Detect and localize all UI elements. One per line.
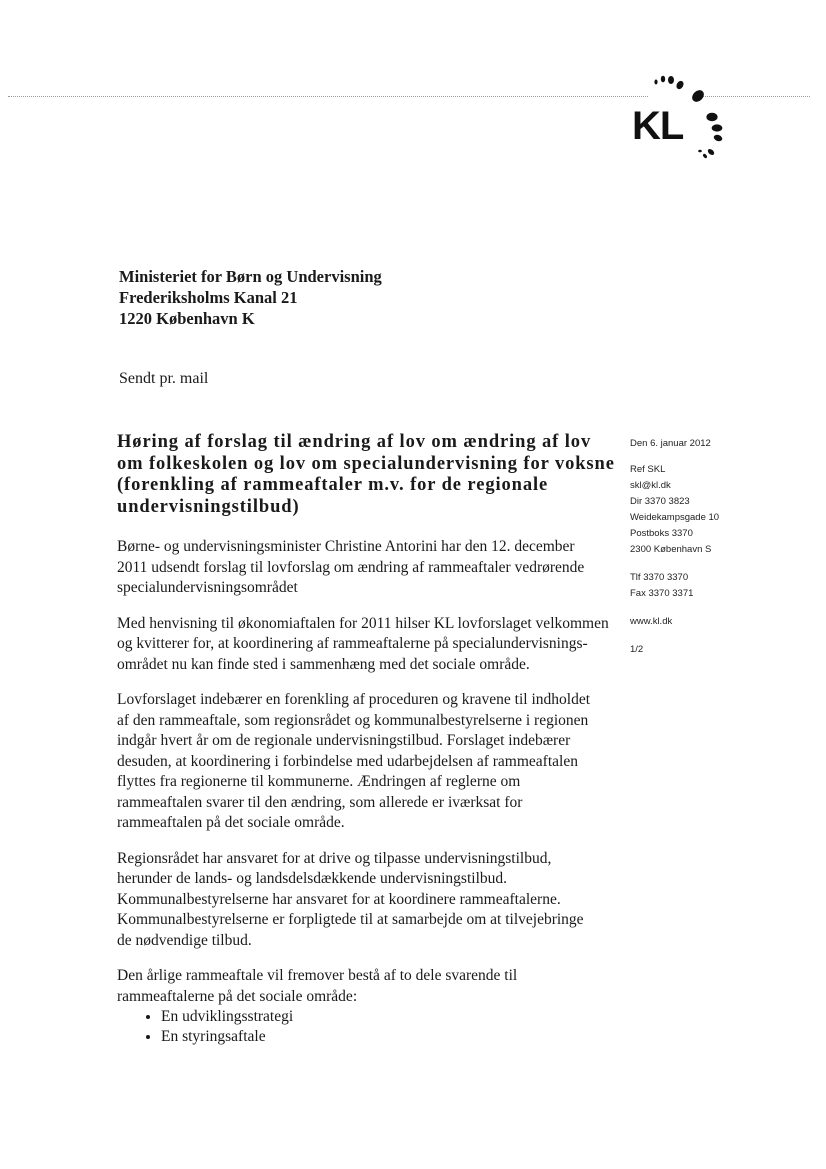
sidebar-date: Den 6. januar 2012 [630,438,711,449]
paragraph: Regionsrådet har ansvaret for at drive og tilpasse undervisningstilbud, herunder de lands- og landsdelsdækkende undervisningstilbud. Kommunalbestyrelserne har ansvaret for at koordinere rammeaftalerne. Kommunalbestyrelserne er forpligtede til at samarbejde om at tilvejebringe de nødvendige tilbud. [117,849,584,949]
paragraph: Den årlige rammeaftale vil fremover bestå af to dele svarende til rammeaftalerne på det sociale område: [117,967,518,1005]
kl-logo-text: KL [632,104,684,148]
sidebar-ref: Ref SKL [630,464,666,475]
sidebar-phone: Tlf 3370 3370 [630,572,689,583]
letter-heading: Høring af forslag til ændring af lov om ændring af lov om folkeskolen og lov om specialundervisning for voksne (forenkling af rammeaftaler m.v. for de regionale undervisningstilbud) [117,432,615,517]
header-dotted-rule [8,96,648,97]
bullet-list [117,1007,617,1047]
letter-body [117,537,617,1047]
paragraph: Børne- og undervisningsminister Christine Antorini har den 12. december 2011 udsendt forslag til lovforslag om ændring af rammeaftaler vedrørende specialundervisningsområdet [117,538,585,596]
list-item: • En udviklingsstrategi [161,1007,617,1027]
paragraph: Med henvisning til økonomiaftalen for 2011 hilser KL lovforslaget velkommen og kvitterer for, at koordinering af rammeaftalerne på specialundervisnings- området nu kan finde sted i sammenhæng med det sociale område. [117,614,609,673]
recipient-address [119,266,382,329]
address-line-1: Ministeriet for Børn og Undervisning [119,267,382,286]
address-line-3: 1220 København K [119,309,255,328]
sidebar-direct-phone: Dir 3370 3823 [630,496,690,507]
sidebar-email[interactable]: skl@kl.dk [630,480,671,491]
sidebar-fax: Fax 3370 3371 [630,588,694,599]
sidebar-city: 2300 København S [630,544,712,555]
list-item: • En styringsaftale [161,1027,617,1047]
sidebar-page-number: 1/2 [630,644,644,655]
sidebar-web[interactable]: www.kl.dk [630,616,673,627]
address-line-2: Frederiksholms Kanal 21 [119,288,298,307]
sent-note: Sendt pr. mail [119,370,209,387]
kl-logo [632,72,732,164]
paragraph: Lovforslaget indebærer en forenkling af proceduren og kravene til indholdet af den rammeaftale, som regionsrådet og kommunalbestyrelserne i regionen indgår hvert år om de regionale undervisningstilbud. Forslaget indebærer desuden, at koordinering i forbindelse med udarbejdelsen af rammeaftalen flyttes fra regionerne til kommunerne. Ændringen af reglerne om rammeaftalen svarer til den ændring, som allerede er iværksat for rammeaftalen på det sociale område. [117,691,591,831]
sidebar-pobox: Postboks 3370 [630,528,693,539]
sender-sidebar [630,436,810,658]
sidebar-street: Weidekampsgade 10 [630,512,720,523]
